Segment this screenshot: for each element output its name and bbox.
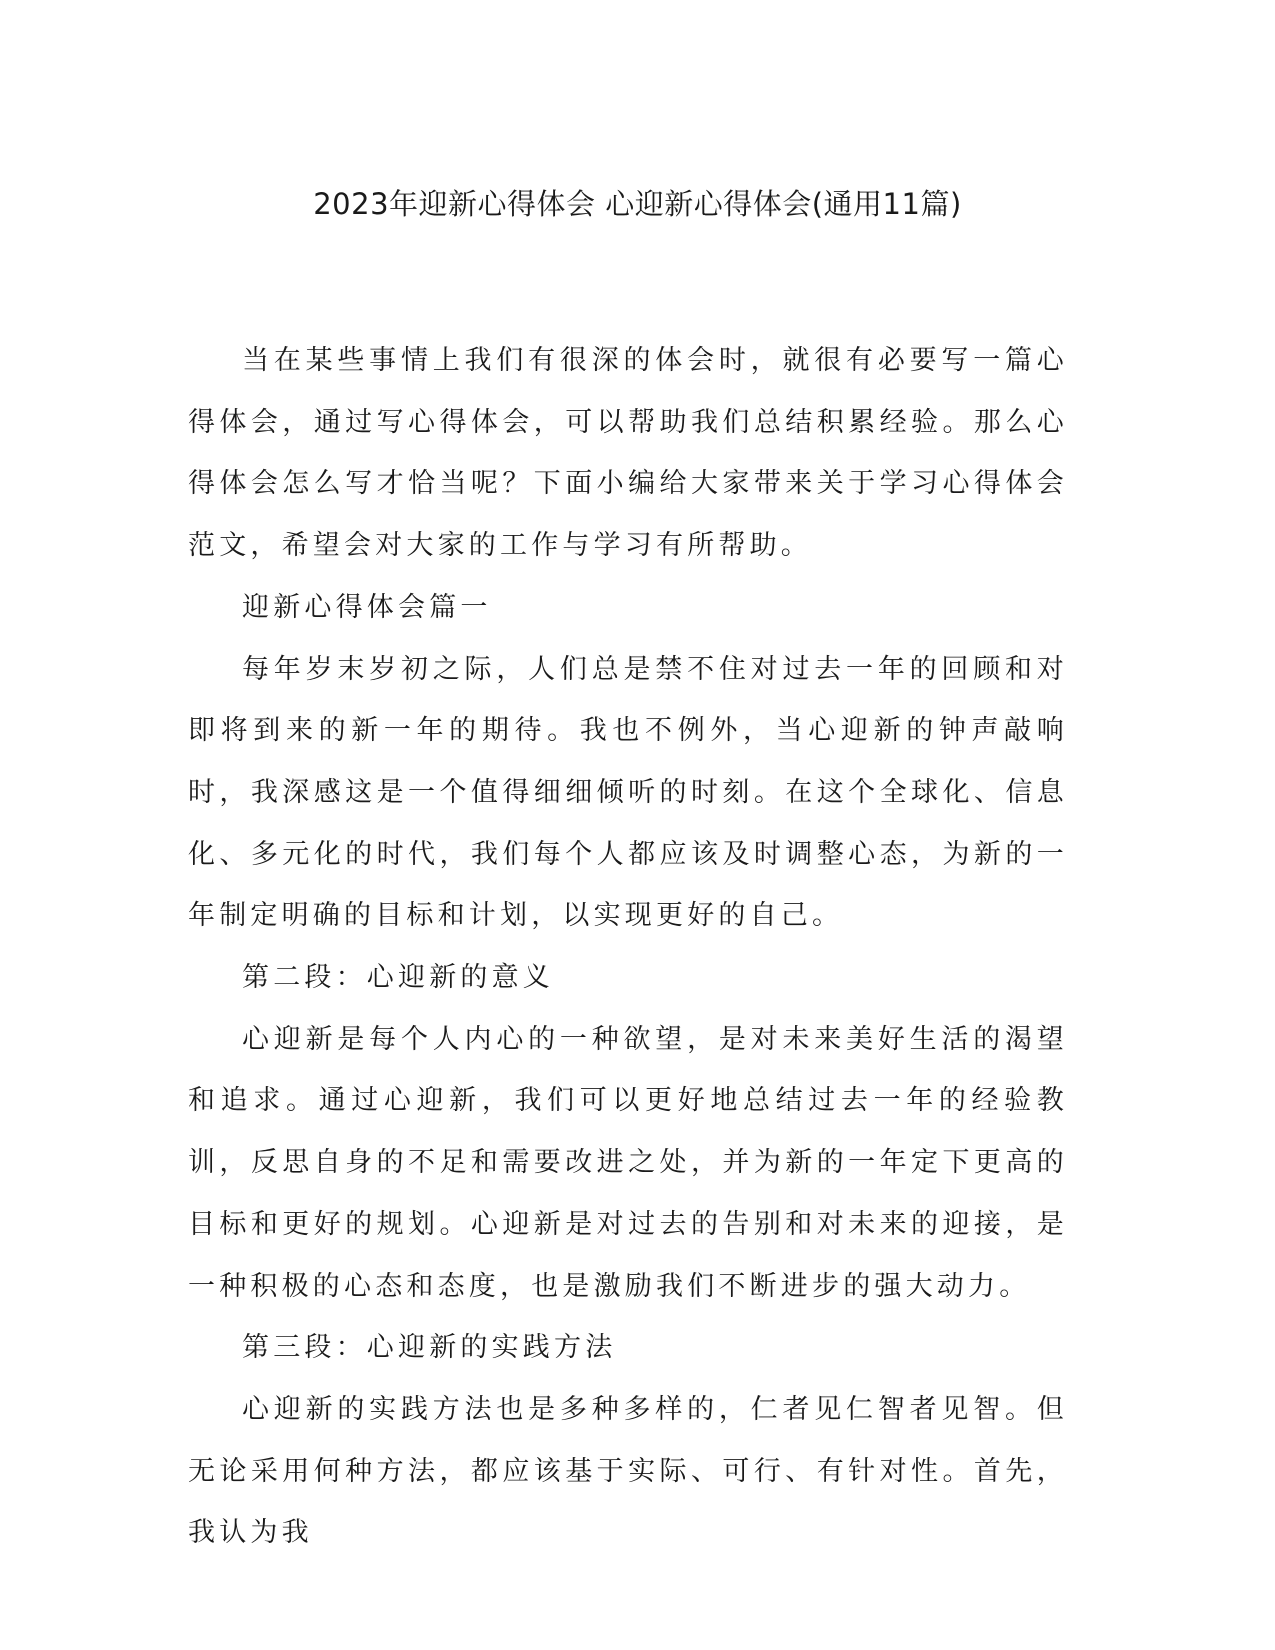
document-title: 2023年迎新心得体会 心迎新心得体会(通用11篇) — [313, 187, 962, 221]
section-heading-2: 第二段：心迎新的意义 — [242, 962, 554, 994]
paragraph-intro: 当在某些事情上我们有很深的体会时，就很有必要写一篇心得体会，通过写心得体会，可以帮助我们总结积累经验。那么心得体会怎么写才恰当呢？下面小编给大家带来关于学习心得体会范文，希望会对大家的工作与学习有所帮助。 — [188, 345, 1068, 562]
section-heading-3: 第三段：心迎新的实践方法 — [242, 1332, 617, 1364]
document-body — [188, 330, 1068, 1564]
section-heading-1: 迎新心得体会篇一 — [242, 591, 492, 623]
paragraph-2: 心迎新是每个人内心的一种欲望，是对未来美好生活的渴望和追求。通过心迎新，我们可以更好地总结过去一年的经验教训，反思自身的不足和需要改进之处，并为新的一年定下更高的目标和更好的规划。心迎新是对过去的告别和对未来的迎接，是一种积极的心态和态度，也是激励我们不断进步的强大动力。 — [188, 1023, 1068, 1302]
paragraph-1: 每年岁末岁初之际，人们总是禁不住对过去一年的回顾和对即将到来的新一年的期待。我也不例外，当心迎新的钟声敲响时，我深感这是一个值得细细倾听的时刻。在这个全球化、信息化、多元化的时代，我们每个人都应该及时调整心态，为新的一年制定明确的目标和计划，以实现更好的自己。 — [188, 653, 1068, 932]
paragraph-3: 心迎新的实践方法也是多种多样的，仁者见仁智者见智。但无论采用何种方法，都应该基于实际、可行、有针对性。首先，我认为我 — [188, 1393, 1068, 1549]
